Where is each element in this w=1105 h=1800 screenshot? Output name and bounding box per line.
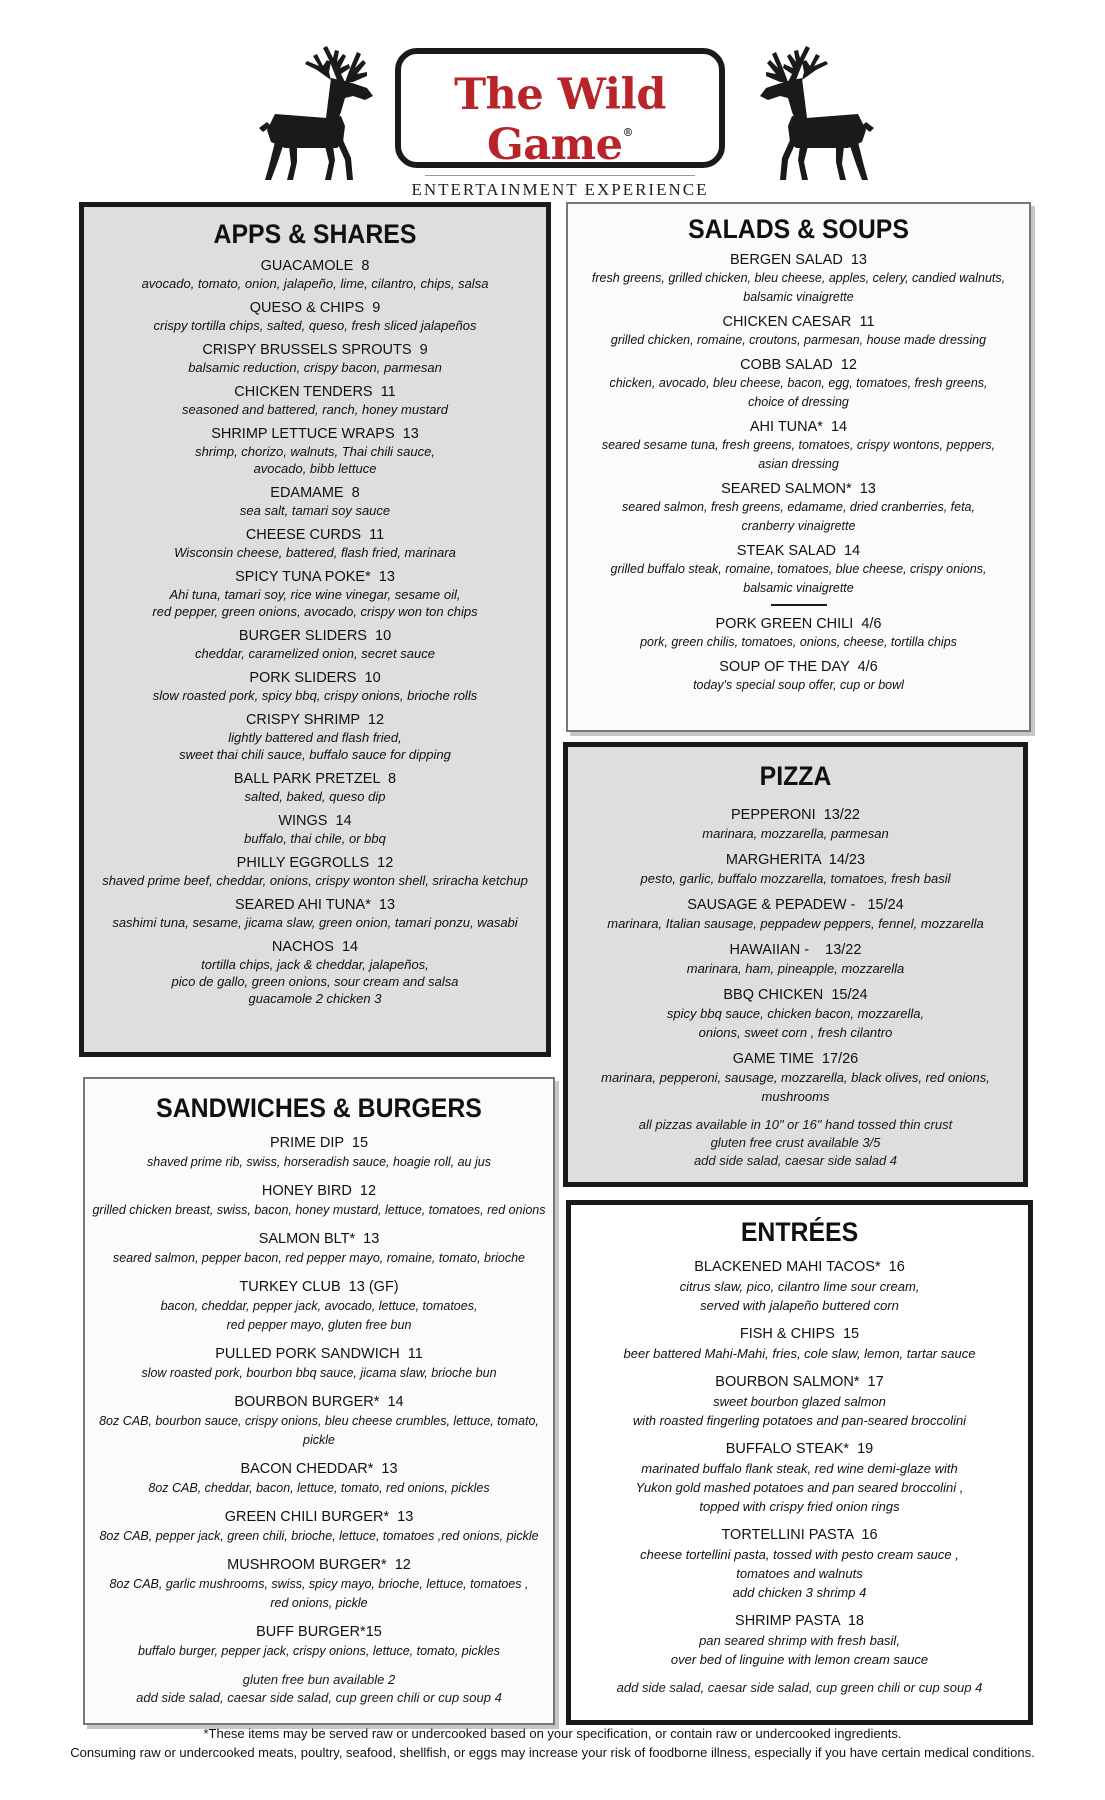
menu-item-name: AHI TUNA* 14	[749, 419, 848, 435]
menu-item-description: Ahi tuna, tamari soy, rice wine vinegar, sesame oil, red pepper, green onions, avocado, crispy won ton chips	[152, 587, 478, 619]
entrees-notes: add side salad, caesar side salad, cup green chili or cup soup 4	[616, 1680, 983, 1695]
menu-item-description: shaved prime beef, cheddar, onions, crispy wonton shell, sriracha ketchup	[102, 873, 528, 888]
menu-item-description: Wisconsin cheese, battered, flash fried, marinara	[174, 545, 456, 560]
menu-item	[84, 527, 546, 561]
disclaimer-line-1: *These items may be served raw or undercooked based on your specification, or contain raw or undercooked ingredients.	[203, 1726, 902, 1741]
menu-item	[85, 1277, 553, 1335]
menu-item	[84, 670, 546, 704]
menu-item-description: balsamic reduction, crispy bacon, parmesan	[188, 360, 442, 375]
menu-item-description: 8oz CAB, cheddar, bacon, lettuce, tomato, red onions, pickles	[148, 1481, 490, 1495]
menu-item-name: BBQ CHICKEN 15/24	[723, 987, 868, 1003]
menu-item-description: today's special soup offer, cup or bowl	[693, 678, 904, 692]
menu-item	[568, 659, 1029, 695]
menu-item-name: CHICKEN TENDERS 11	[234, 384, 396, 400]
menu-item-name: CHEESE CURDS 11	[245, 527, 385, 543]
section-title: APPS & SHARES	[213, 219, 417, 249]
menu-item-description: seared sesame tuna, fresh greens, tomatoes, crispy wontons, peppers, asian dressing	[601, 438, 996, 471]
menu-item-description: marinara, pepperoni, sausage, mozzarella, black olives, red onions, mushrooms	[601, 1070, 990, 1104]
menu-item	[84, 426, 546, 477]
menu-item-name: PEPPERONI 13/22	[731, 807, 860, 823]
section-title: ENTRÉES	[740, 1217, 859, 1247]
menu-item-description: grilled chicken, romaine, croutons, parmesan, house made dressing	[610, 333, 987, 347]
menu-item-description: grilled buffalo steak, romaine, tomatoes, blue cheese, crispy onions, balsamic vinaigrette	[610, 562, 987, 595]
menu-item-name: FISH & CHIPS 15	[739, 1326, 860, 1342]
footer-disclaimer	[0, 1724, 1105, 1762]
menu-item	[568, 1050, 1023, 1106]
menu-item-description: grilled chicken breast, swiss, bacon, honey mustard, lettuce, tomatoes, red onions	[92, 1203, 546, 1217]
menu-item	[85, 1181, 553, 1220]
menu-item	[84, 384, 546, 418]
menu-item	[84, 628, 546, 662]
menu-item	[84, 258, 546, 292]
menu-item-name: BLACKENED MAHI TACOS* 16	[694, 1259, 905, 1275]
menu-item-name: BUFF BURGER*15	[256, 1624, 382, 1640]
menu-item	[568, 357, 1029, 412]
menu-item-name: SPICY TUNA POKE* 13	[235, 569, 395, 585]
entrees-section	[566, 1200, 1033, 1725]
menu-item-name: EDAMAME 8	[270, 485, 360, 501]
menu-item-name: SEARED SALMON* 13	[721, 481, 876, 497]
menu-item	[568, 419, 1029, 474]
menu-item-description: buffalo burger, pepper jack, crispy onions, lettuce, tomato, pickles	[138, 1644, 500, 1658]
menu-item	[84, 855, 546, 889]
menu-item-description: slow roasted pork, spicy bbq, crispy onions, brioche rolls	[152, 688, 478, 703]
menu-item-description: marinated buffalo flank steak, red wine demi-glaze with Yukon gold mashed potatoes and pan seared broccolini , topped with crispy fried onion rings	[635, 1461, 964, 1514]
brand-title: The Wild Game®	[454, 70, 666, 170]
menu-item-name: TURKEY CLUB 13 (GF)	[239, 1279, 399, 1295]
menu-item	[85, 1459, 553, 1498]
menu-item-description: sweet bourbon glazed salmon with roasted fingerling potatoes and pan-seared broccolini	[632, 1394, 967, 1428]
menu-item	[84, 569, 546, 620]
menu-item-name: GAME TIME 17/26	[732, 1051, 859, 1067]
menu-item-description: marinara, mozzarella, parmesan	[702, 826, 889, 841]
menu-item	[84, 300, 546, 334]
menu-item	[568, 252, 1029, 307]
menu-item-description: seasoned and battered, ranch, honey mustard	[182, 402, 448, 417]
menu-item-description: cheese tortellini pasta, tossed with pesto cream sauce , tomatoes and walnuts add chicken 3 shrimp 4	[640, 1547, 959, 1600]
menu-item	[571, 1526, 1028, 1602]
menu-item-description: buffalo, thai chile, or bbq	[244, 831, 386, 846]
menu-item-description: seared salmon, fresh greens, edamame, dried cranberries, feta, cranberry vinaigrette	[622, 500, 975, 533]
section-title: SALADS & SOUPS	[688, 214, 909, 244]
menu-item	[568, 616, 1029, 652]
disclaimer-line-2: Consuming raw or undercooked meats, poultry, seafood, shellfish, or eggs may increase your risk of foodborne illness, especially if you have certain medical conditions.	[70, 1745, 1035, 1760]
menu-item	[85, 1344, 553, 1383]
menu-item	[84, 771, 546, 805]
brand-logo	[395, 48, 725, 199]
menu-item-name: SHRIMP LETTUCE WRAPS 13	[211, 426, 419, 442]
menu-item	[571, 1258, 1028, 1315]
menu-item	[571, 1440, 1028, 1516]
menu-item-description: citrus slaw, pico, cilantro lime sour cream, served with jalapeño buttered corn	[679, 1279, 920, 1313]
menu-item	[568, 481, 1029, 536]
menu-item-name: BOURBON SALMON* 17	[715, 1374, 884, 1390]
menu-item-name: PHILLY EGGROLLS 12	[236, 855, 394, 871]
menu-item-name: TORTELLINI PASTA 16	[721, 1527, 878, 1543]
menu-item-name: CRISPY BRUSSELS SPROUTS 9	[202, 342, 428, 358]
menu-item	[568, 806, 1023, 843]
brand-subtitle: ENTERTAINMENT EXPERIENCE	[411, 180, 709, 199]
menu-item-description: bacon, cheddar, pepper jack, avocado, lettuce, tomatoes, red pepper mayo, gluten free bun	[160, 1299, 478, 1332]
menu-item	[84, 342, 546, 376]
menu-item-description: salted, baked, queso dip	[244, 789, 386, 804]
menu-item-description: pesto, garlic, buffalo mozzarella, tomatoes, fresh basil	[640, 871, 951, 886]
menu-item-description: beer battered Mahi-Mahi, fries, cole slaw, lemon, tartar sauce	[623, 1346, 976, 1361]
menu-item	[568, 314, 1029, 350]
menu-item-name: HAWAIIAN - 13/22	[729, 942, 862, 958]
pizza-notes: all pizzas available in 10" or 16" hand tossed thin crust gluten free crust available 3/5 add side salad, caesar side salad 4	[638, 1117, 953, 1168]
menu-item-description: slow roasted pork, bourbon bbq sauce, jicama slaw, brioche bun	[141, 1366, 497, 1380]
menu-item-description: pork, green chilis, tomatoes, onions, cheese, tortilla chips	[640, 635, 957, 649]
menu-item-name: BACON CHEDDAR* 13	[240, 1461, 398, 1477]
menu-item-name: COBB SALAD 12	[740, 357, 857, 373]
menu-item-name: QUESO & CHIPS 9	[249, 300, 381, 316]
menu-item-name: BOURBON BURGER* 14	[234, 1394, 404, 1410]
menu-item-description: seared salmon, pepper bacon, red pepper mayo, romaine, tomato, brioche	[112, 1251, 526, 1265]
menu-item-name: PRIME DIP 15	[269, 1135, 369, 1151]
pizza-section	[563, 742, 1028, 1187]
menu-item-name: GUACAMOLE 8	[260, 258, 370, 274]
menu-item	[84, 712, 546, 763]
menu-item	[85, 1133, 553, 1172]
menu-item-name: MARGHERITA 14/23	[725, 852, 866, 868]
menu-item	[568, 851, 1023, 888]
section-title: SANDWICHES & BURGERS	[156, 1093, 482, 1123]
logo-divider	[425, 175, 695, 176]
menu-item-name: NACHOS 14	[271, 939, 359, 955]
menu-item	[85, 1622, 553, 1661]
menu-item-name: CHICKEN CAESAR 11	[722, 314, 875, 330]
salads-soups-section	[566, 202, 1031, 732]
menu-item-name: CRISPY SHRIMP 12	[245, 712, 385, 728]
menu-item-description: sea salt, tamari soy sauce	[239, 503, 391, 518]
menu-item	[84, 485, 546, 519]
menu-item	[571, 1373, 1028, 1430]
menu-item-name: BUFFALO STEAK* 19	[725, 1441, 874, 1457]
menu-item-description: crispy tortilla chips, salted, queso, fresh sliced jalapeños	[153, 318, 477, 333]
menu-item-name: BALL PARK PRETZEL 8	[233, 771, 397, 787]
menu-item-name: SALMON BLT* 13	[258, 1231, 380, 1247]
menu-item	[84, 813, 546, 847]
menu-item-name: SHRIMP PASTA 18	[735, 1613, 864, 1629]
menu-item	[568, 986, 1023, 1042]
menu-item	[85, 1392, 553, 1450]
section-divider	[771, 604, 827, 606]
menu-item-description: pan seared shrimp with fresh basil, over bed of linguine with lemon cream sauce	[670, 1633, 929, 1667]
menu-item-description: lightly battered and flash fried, sweet thai chili sauce, buffalo sauce for dipping	[179, 730, 451, 762]
menu-item	[85, 1555, 553, 1613]
elk-silhouette-icon	[738, 42, 888, 182]
menu-item-description: spicy bbq sauce, chicken bacon, mozzarella, onions, sweet corn , fresh cilantro	[666, 1006, 925, 1040]
menu-item	[568, 941, 1023, 978]
menu-item-name: BERGEN SALAD 13	[730, 252, 867, 268]
menu-item-description: marinara, ham, pineapple, mozzarella	[686, 961, 905, 976]
sandwiches-notes: gluten free bun available 2 add side salad, caesar side salad, cup green chili or cup soup 4	[136, 1672, 502, 1705]
menu-item-name: WINGS 14	[278, 813, 352, 829]
menu-item	[85, 1229, 553, 1268]
menu-item	[568, 896, 1023, 933]
menu-item-description: chicken, avocado, bleu cheese, bacon, egg, tomatoes, fresh greens, choice of dressing	[609, 376, 988, 409]
menu-item-name: PORK SLIDERS 10	[249, 670, 381, 686]
menu-item	[571, 1325, 1028, 1363]
menu-item-description: fresh greens, grilled chicken, bleu cheese, apples, celery, candied walnuts, balsamic vinaigrette	[591, 271, 1006, 304]
menu-item-name: MUSHROOM BURGER* 12	[227, 1557, 411, 1573]
elk-silhouette-icon	[245, 42, 395, 182]
menu-header	[0, 40, 1105, 199]
menu-item-description: marinara, Italian sausage, peppadew peppers, fennel, mozzarella	[607, 916, 984, 931]
menu-item-name: SEARED AHI TUNA* 13	[234, 897, 396, 913]
menu-item-name: PORK GREEN CHILI 4/6	[715, 616, 882, 632]
apps-shares-section	[79, 202, 551, 1057]
menu-item-name: SAUSAGE & PEPADEW - 15/24	[687, 897, 904, 913]
menu-item-name: HONEY BIRD 12	[261, 1183, 377, 1199]
menu-item-description: shrimp, chorizo, walnuts, Thai chili sauce, avocado, bibb lettuce	[195, 444, 435, 476]
menu-item-name: GREEN CHILI BURGER* 13	[224, 1509, 414, 1525]
menu-item	[84, 939, 546, 1007]
menu-item-name: STEAK SALAD 14	[736, 543, 861, 559]
menu-item-name: SOUP OF THE DAY 4/6	[719, 659, 878, 675]
menu-item-name: BURGER SLIDERS 10	[238, 628, 392, 644]
menu-item	[84, 897, 546, 931]
menu-item	[568, 543, 1029, 598]
menu-item-description: tortilla chips, jack & cheddar, jalapeños, pico de gallo, green onions, sour cream and salsa guacamole 2 chicken 3	[171, 957, 459, 1006]
menu-item-description: cheddar, caramelized onion, secret sauce	[195, 646, 435, 661]
menu-item-description: 8oz CAB, garlic mushrooms, swiss, spicy mayo, brioche, lettuce, tomatoes , red onions, pickle	[109, 1577, 529, 1610]
menu-item-description: shaved prime rib, swiss, horseradish sauce, hoagie roll, au jus	[147, 1155, 491, 1169]
menu-item-description: avocado, tomato, onion, jalapeño, lime, cilantro, chips, salsa	[141, 276, 489, 291]
menu-item-description: sashimi tuna, sesame, jicama slaw, green onion, tamari ponzu, wasabi	[112, 915, 518, 930]
section-title: PIZZA	[759, 761, 832, 791]
sandwiches-burgers-section	[83, 1077, 555, 1725]
menu-item-name: PULLED PORK SANDWICH 11	[215, 1346, 423, 1362]
registered-mark: ®	[622, 126, 633, 139]
menu-item-description: 8oz CAB, pepper jack, green chili, brioche, lettuce, tomatoes ,red onions, pickle	[99, 1529, 539, 1543]
menu-item	[85, 1507, 553, 1546]
menu-item-description: 8oz CAB, bourbon sauce, crispy onions, bleu cheese crumbles, lettuce, tomato, pickle	[99, 1414, 539, 1447]
menu-item	[571, 1612, 1028, 1669]
